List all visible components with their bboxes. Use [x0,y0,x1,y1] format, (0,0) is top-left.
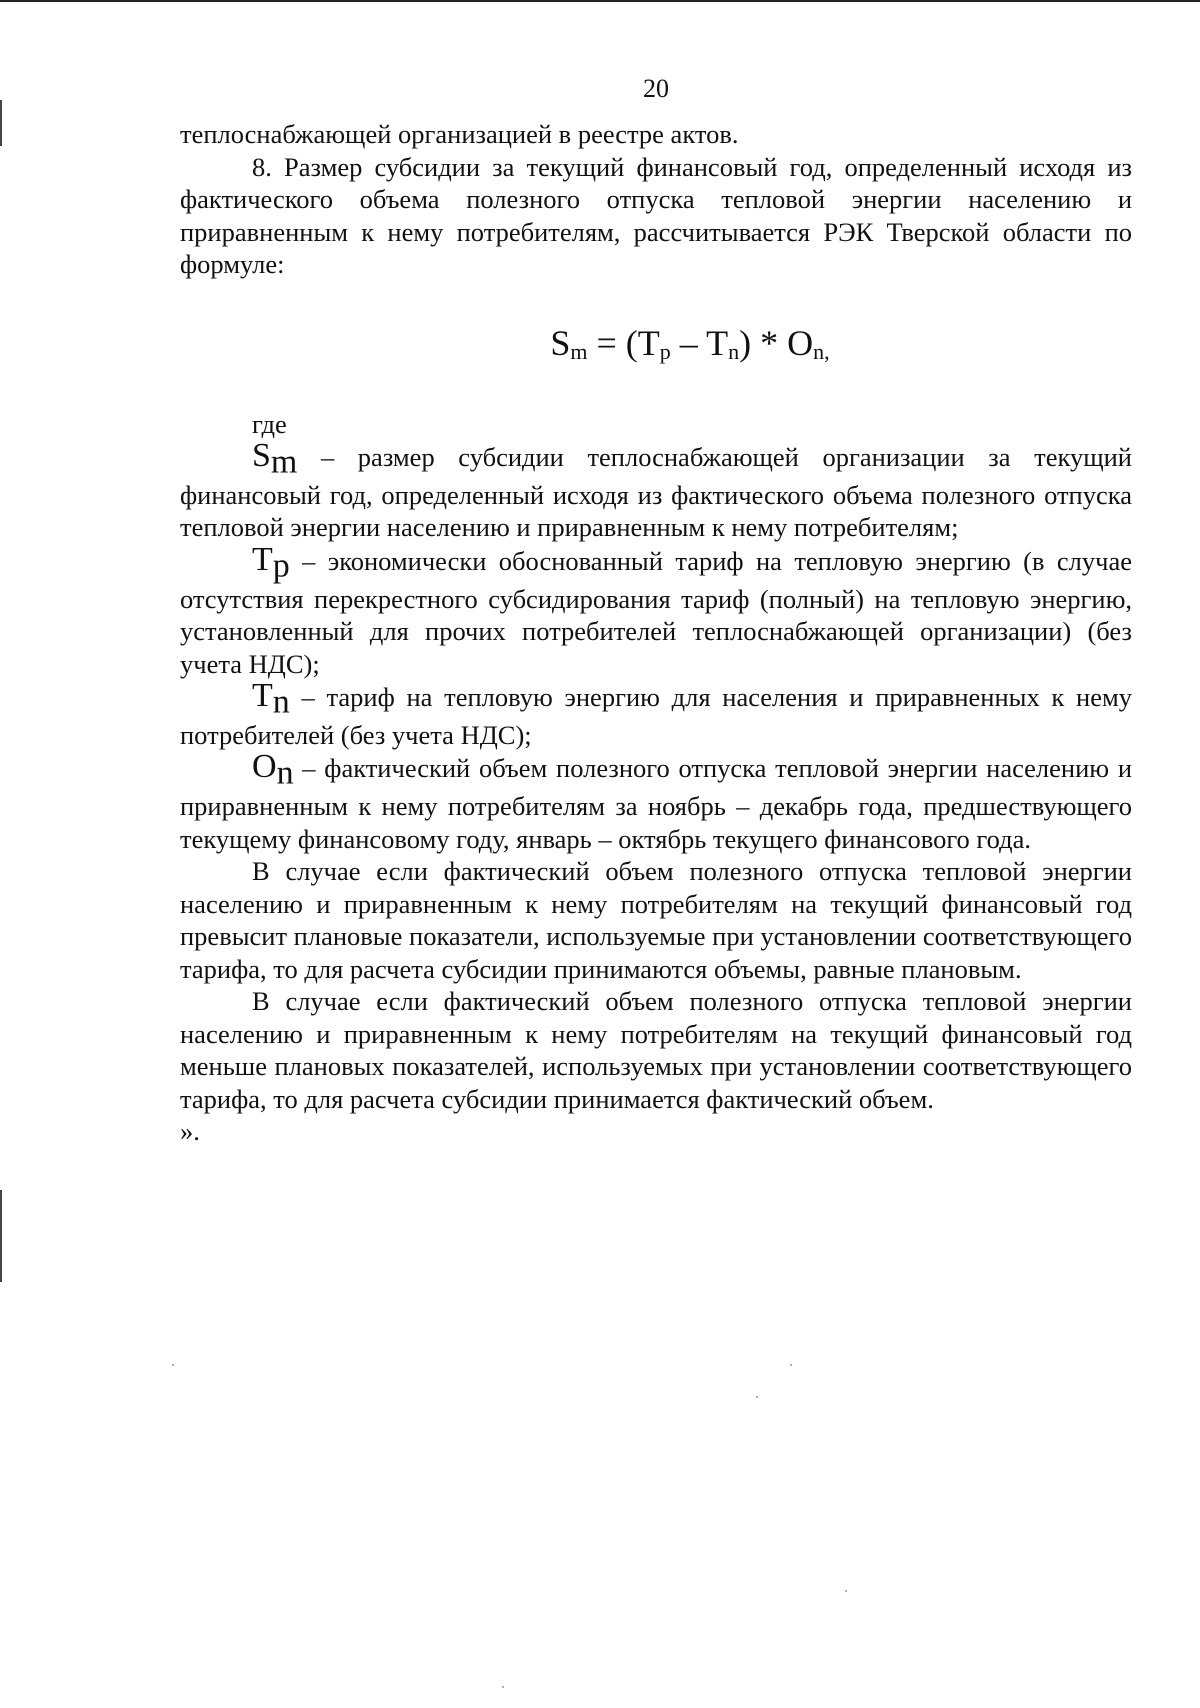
page-number: 20 [643,74,669,103]
where-label: где [252,408,287,439]
symbol-t-sub: p [272,547,290,585]
formula-o: O [787,322,814,363]
subsidy-formula [180,321,1132,374]
formula-s: S [550,322,571,363]
symbol-o: O [252,748,277,786]
definition-text: – тариф на тепловую энергию для населения и приравненных к нему потребителей (без учета НДС); [180,682,1132,750]
scan-left-mark [0,1190,2,1282]
formula-tp-sub: p [659,338,671,364]
closing-quote: ». [180,1116,200,1147]
definition-sm [180,437,1132,544]
paragraph-item-8: 8. Размер субсидии за текущий финансовый год, определенный исходя из фактического объема полезного отпуска тепловой энергии населению и приравненным к нему потребителям, рассчитывается РЭК Тверской области по формуле: [180,151,1132,279]
scan-left-mark [0,100,2,146]
definition-tp [180,540,1132,680]
scan-top-border [0,0,1200,2]
paragraph-continuation: теплоснабжающей организацией в реестре актов. [180,119,739,149]
symbol-t: T [252,540,273,578]
scan-speck [790,1364,792,1366]
scan-speck [172,1364,174,1366]
symbol-t-sub: n [272,683,290,721]
definition-text: – фактический объем полезного отпуска тепловой энергии населению и приравненным к нему потребителям за ноябрь – декабрь года, предшествующего текущему финансовому году, январь – октябрь текущего финансового года. [180,753,1132,854]
formula-tn: T [706,322,729,363]
definition-text: – экономически обоснованный тариф на тепловую энергию (в случае отсутствия перекрестного субсидирования тариф (полный) на тепловую энергию, установленный для прочих потребителей теплоснабжающей организации) (без учета НДС); [180,545,1132,679]
definition-text: – размер субсидии теплоснабжающей организации за текущий финансовый год, определенный исходя из фактического объема полезного отпуска тепловой энергии населению и приравненным к нему потребителям; [180,442,1132,543]
scan-speck [756,1396,758,1398]
formula-eq: = ( [587,322,638,363]
document-body [180,118,1132,1148]
formula-tp: T [637,322,660,363]
paragraph-exceed-plan: В случае если фактический объем полезного отпуска тепловой энергии населению и приравненным к нему потребителям на текущий финансовый год превысит плановые показатели, используемые при установлении соответствующего тарифа, то для расчета субсидии принимаются объемы, равные плановым. [180,856,1132,984]
symbol-s-sub: m [270,443,298,481]
symbol-t: T [252,677,273,715]
formula-times: ) * [739,322,788,363]
scan-speck [502,1686,504,1688]
symbol-o-sub: n [276,754,294,792]
scan-speck [845,1590,847,1592]
symbol-s: S [252,437,271,474]
definition-tn [180,677,1132,751]
paragraph-below-plan: В случае если фактический объем полезного отпуска тепловой энергии населению и приравненным к нему потребителям на текущий финансовый год меньше плановых показателей, используемых при установлении соответствующего тарифа, то для расчета субсидии принимается фактический объем. [180,986,1132,1114]
formula-o-sub: n, [813,338,830,364]
formula-minus: – [670,322,707,363]
formula-s-sub: m [570,338,588,364]
definition-on [180,748,1132,855]
formula-tn-sub: n [728,338,740,364]
